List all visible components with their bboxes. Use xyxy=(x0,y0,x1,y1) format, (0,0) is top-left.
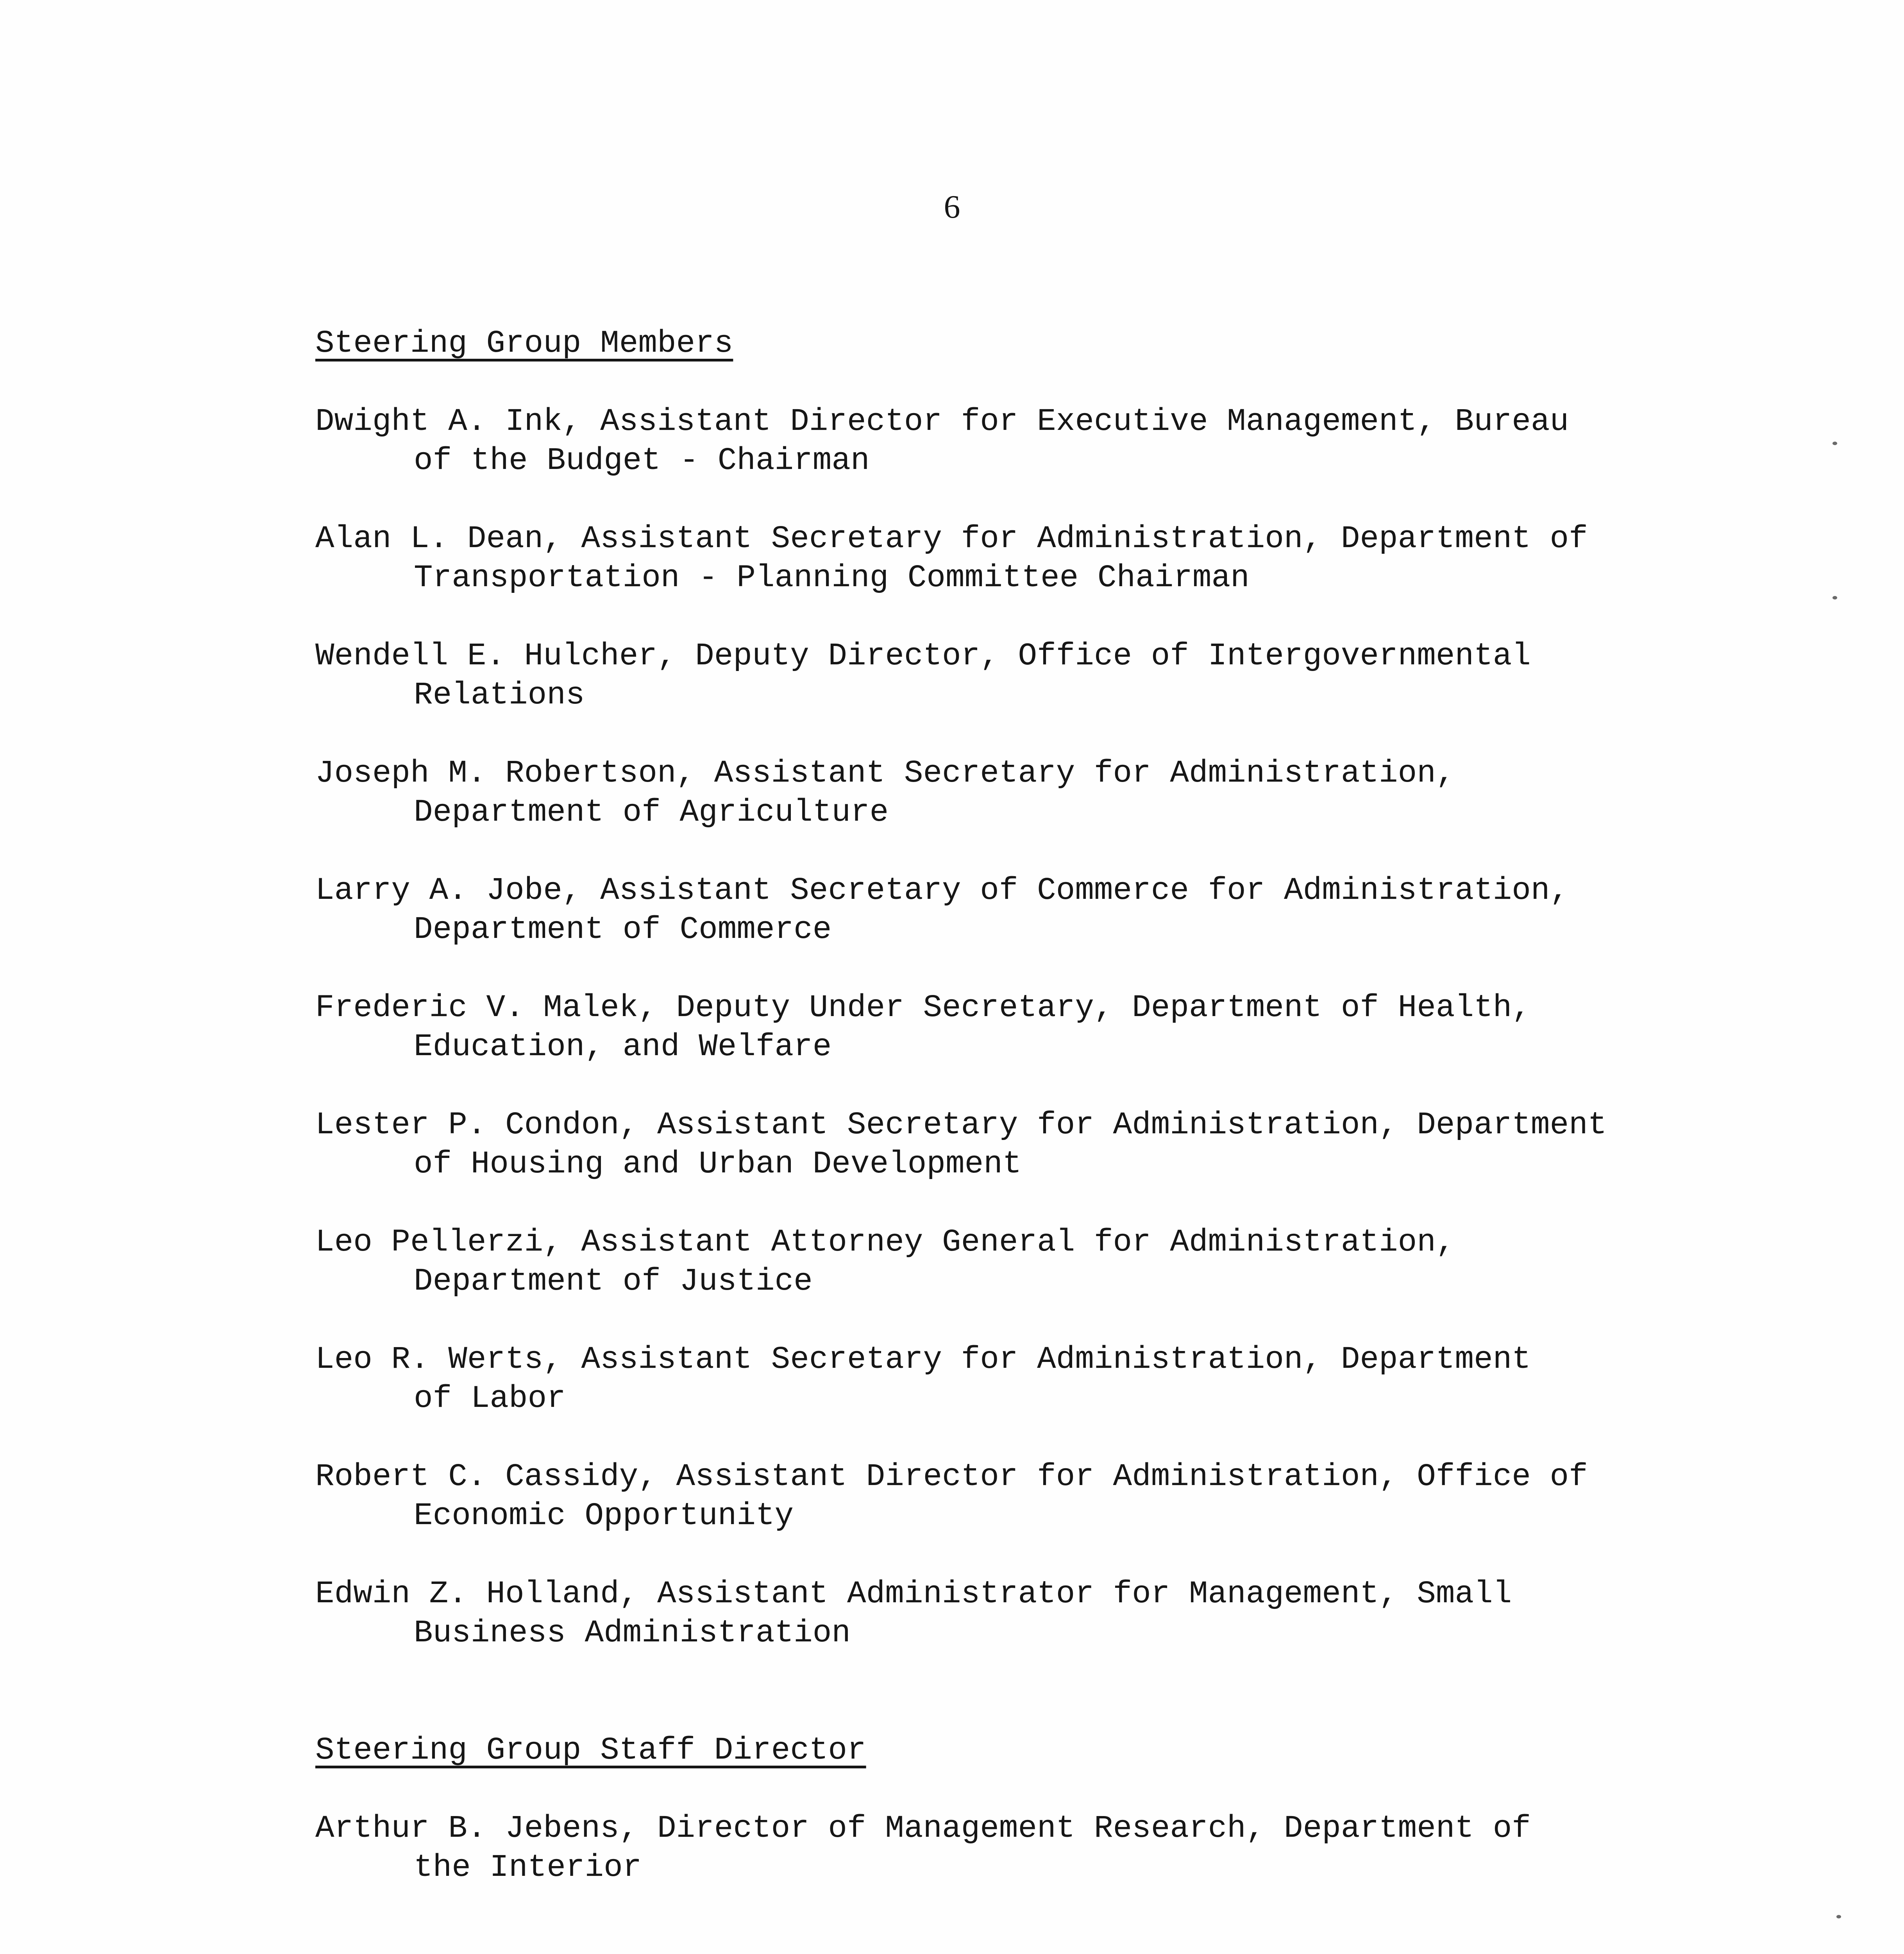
entry-line: Economic Opportunity xyxy=(414,1498,794,1534)
entry-line: Edwin Z. Holland, Assistant Administrator for Management, Small xyxy=(315,1576,1512,1612)
member-entry xyxy=(315,1458,1663,1536)
member-entry xyxy=(315,1106,1663,1184)
entry-line: Leo Pellerzi, Assistant Attorney General for Administration, xyxy=(315,1225,1455,1260)
member-entry xyxy=(315,637,1663,715)
entry-line: Lester P. Condon, Assistant Secretary for Administration, Department xyxy=(315,1108,1607,1143)
entry-line: Leo R. Werts, Assistant Secretary for Administration, Department xyxy=(315,1342,1531,1378)
entry-line: Transportation - Planning Committee Chairman xyxy=(414,560,1250,596)
entry-line: Joseph M. Robertson, Assistant Secretary for Administration, xyxy=(315,756,1455,791)
entry-line: of Labor xyxy=(414,1381,566,1417)
scan-speck xyxy=(1832,596,1837,599)
entry-line: Larry A. Jobe, Assistant Secretary of Commerce for Administration, xyxy=(315,873,1569,909)
entry-line: Department of Justice xyxy=(414,1264,813,1299)
member-entry xyxy=(315,989,1663,1067)
member-entry xyxy=(315,1223,1663,1301)
page-number: 6 xyxy=(944,189,960,225)
member-entry xyxy=(315,1575,1663,1653)
entry-line: Relations xyxy=(414,678,585,713)
member-entry xyxy=(315,1340,1663,1419)
entry-line: Robert C. Cassidy, Assistant Director for Administration, Office of xyxy=(315,1459,1588,1495)
scan-speck xyxy=(1836,1915,1841,1918)
entry-line: Frederic V. Malek, Deputy Under Secretary, Department of Health, xyxy=(315,990,1531,1026)
entry-line: Wendell E. Hulcher, Deputy Director, Office of Intergovernmental xyxy=(315,639,1531,674)
entry-line: the Interior xyxy=(414,1850,642,1886)
staff-director-entry xyxy=(315,1809,1663,1888)
scan-speck xyxy=(1832,442,1837,445)
entry-line: of the Budget - Chairman xyxy=(414,443,870,479)
section-heading-steering-group-members: Steering Group Members xyxy=(315,326,733,361)
member-entry xyxy=(315,403,1663,481)
member-entry xyxy=(315,871,1663,950)
entry-line: Dwight A. Ink, Assistant Director for Executive Management, Bureau xyxy=(315,404,1569,440)
entry-line: Department of Agriculture xyxy=(414,795,889,830)
member-entry xyxy=(315,754,1663,832)
entry-line: Education, and Welfare xyxy=(414,1029,832,1065)
entry-line: Business Administration xyxy=(414,1616,851,1651)
section-heading-staff-director: Steering Group Staff Director xyxy=(315,1733,866,1768)
entry-line: Department of Commerce xyxy=(414,912,832,948)
member-entry xyxy=(315,520,1663,598)
entry-line: Alan L. Dean, Assistant Secretary for Administration, Department of xyxy=(315,521,1588,557)
entry-line: Arthur B. Jebens, Director of Management Research, Department of xyxy=(315,1811,1531,1847)
entry-line: of Housing and Urban Development xyxy=(414,1147,1022,1182)
